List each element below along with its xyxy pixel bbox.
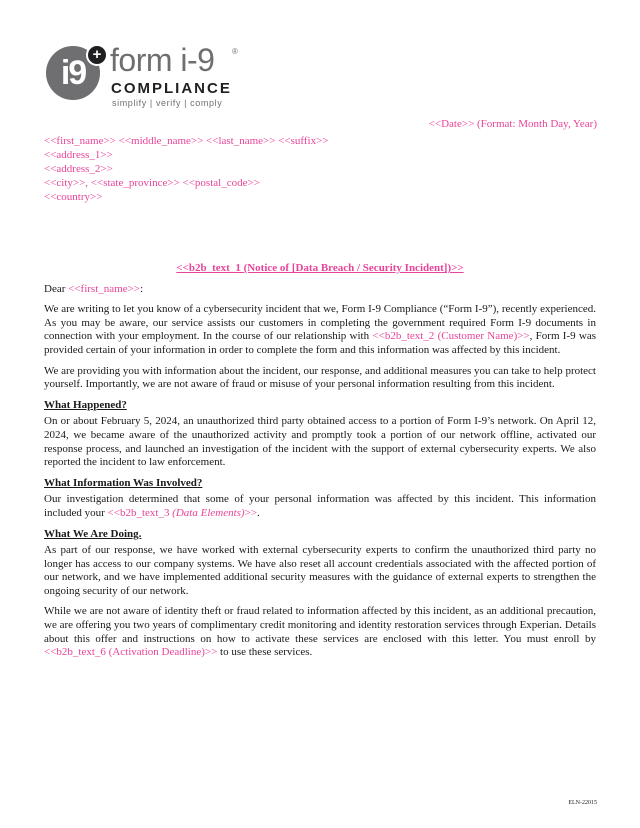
info-text-2: . [257, 506, 260, 519]
what-we-are-doing-heading: What We Are Doing. [44, 527, 142, 540]
intro-text-2: , Form I-9 was provided certain of your information in order to complete the form and this information was affected by this incident. [44, 330, 596, 356]
overview-paragraph: We are providing you with information about the incident, our response, and additional measures you can take to help protect yourself. Importantly, we are not aware of fraud or misuse of your personal information resulting from this incident. [44, 364, 596, 391]
address-country: <<country>> [44, 191, 103, 203]
information-involved-text [44, 493, 596, 520]
credit-text-2: to use these services. [217, 646, 313, 659]
salutation-name: <<first_name>> [68, 282, 140, 295]
intro-paragraph [44, 303, 596, 357]
address-name-line: <<first_name>> <<middle_name>> <<last_name>> <<suffix>> [44, 135, 329, 147]
footer-code: ELN-22015 [568, 800, 597, 806]
address-city-line: <<city>>, <<state_province>> <<postal_code>> [44, 177, 260, 189]
logo-compliance: COMPLIANCE [111, 80, 232, 97]
info-text-1: Our investigation determined that some of your personal information was affected by this incident. This information included your [44, 493, 596, 519]
credit-text-1: While we are not aware of identity theft or fraud related to information affected by this incident, as an additional precaution, we are offering you two years of complimentary credit monitoring and identity restoration services through Experian. Details about this offer and instructions on how to activate these services are enclosed with this letter. You must enroll by [44, 605, 596, 645]
data-elements-placeholder [108, 507, 257, 519]
information-involved-heading: What Information Was Involved? [44, 476, 203, 489]
salutation-suffix: : [139, 282, 144, 295]
ph-italic: (Data Elements) [172, 506, 245, 519]
ph-close: >> [244, 506, 258, 519]
logo-tagline: simplify | verify | comply [112, 98, 223, 108]
salutation-prefix: Dear [44, 282, 69, 295]
letter-subject: <<b2b_text_1 (Notice of [Data Breach / Security Incident])>> [176, 262, 464, 274]
letter-body [44, 262, 596, 667]
logo-wordmark: form i-9 [110, 42, 215, 78]
address-line-1: <<address_1>> [44, 149, 113, 161]
what-happened-heading: What Happened? [44, 398, 127, 411]
registered-mark: ® [232, 47, 238, 56]
plus-icon: + [86, 44, 108, 66]
salutation [44, 283, 596, 297]
date-line: <<Date>> (Format: Month Day, Year) [428, 118, 597, 130]
credit-monitoring-paragraph [44, 605, 596, 659]
what-happened-text: On or about February 5, 2024, an unauthorized third party obtained access to a portion of Form I-9’s network. On April 12, 2024, we became aware of the unauthorized activity and promptly took a portion of our network offline, activated our response process, and launched an investigation of the incident with the support of external cybersecurity experts. We also reported the incident to law enforcement. [44, 415, 596, 469]
address-line-2: <<address_2>> [44, 163, 113, 175]
ph-open: <<b2b_text_3 [107, 506, 173, 519]
form-i9-compliance-logo [46, 44, 246, 110]
recipient-address [44, 134, 328, 204]
activation-deadline-placeholder: <<b2b_text_6 (Activation Deadline)>> [44, 646, 218, 659]
customer-name-placeholder: <<b2b_text_2 (Customer Name)>> [372, 330, 530, 343]
i9-badge-icon: i9 [46, 46, 100, 100]
intro-text-1: We are writing to let you know of a cybersecurity incident that we, Form I-9 Compliance (“Form I-9”), recently experienced. As you may be aware, our service assists our customers in completing the government required Form I-9 documents in connection with your employment. In the course of our relationship with [44, 303, 596, 343]
what-we-are-doing-text: As part of our response, we have worked with external cybersecurity experts to confirm the unauthorized third party no longer has access to our company systems. We have also reset all account credentials associated with the affected portion of our network, and we have implemented additional security measures with the guidance of external experts to strengthen the ongoing security of our network. [44, 544, 596, 597]
